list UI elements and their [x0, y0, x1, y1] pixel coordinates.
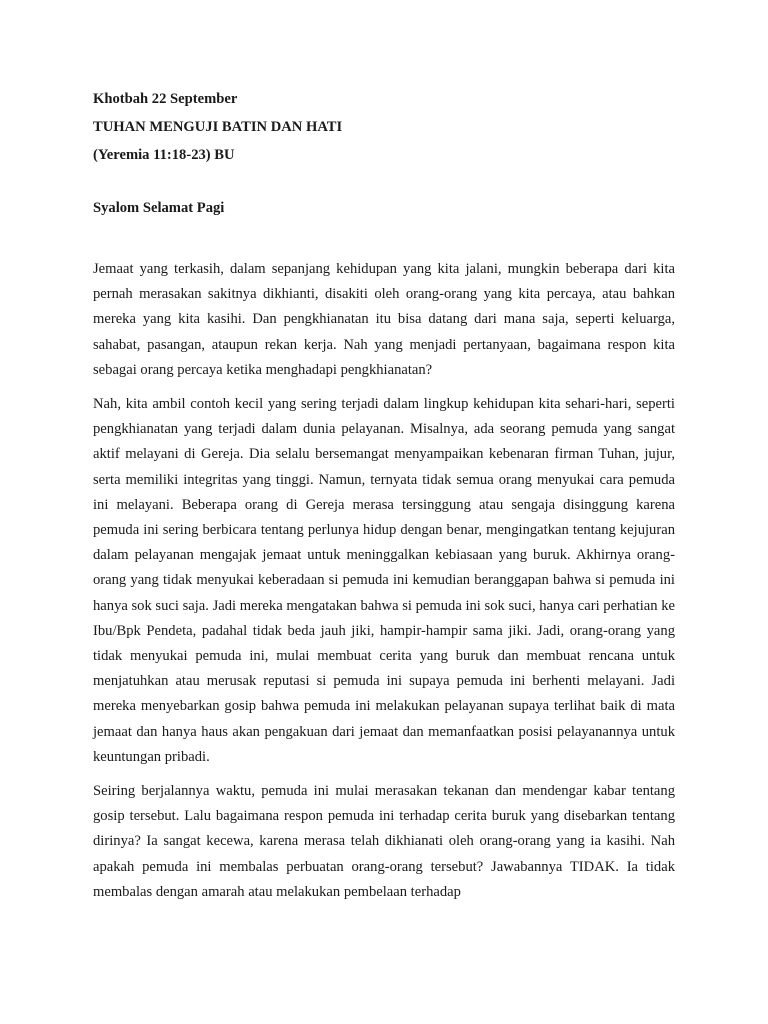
sermon-title: TUHAN MENGUJI BATIN DAN HATI [93, 119, 343, 135]
paragraph: Jemaat yang terkasih, dalam sepanjang kehidupan yang kita jalani, mungkin beberapa dari kita pernah merasakan sakitnya dikhianti, disakiti oleh orang-orang yang kita percaya, atau bahkan mereka yang kita kasihi. Dan pengkhianatan itu bisa datang dari mana saja, seperti keluarga, sahabat, pasangan, ataupun rekan kerja. Nah yang menjadi pertanyaan, bagaimana respon kita sebagai orang percaya ketika menghadapi pengkhianatan? [93, 261, 675, 378]
scripture-reference: (Yeremia 11:18-23) BU [93, 147, 235, 163]
document-page [93, 85, 675, 914]
sermon-body [93, 257, 675, 905]
sermon-date-title: Khotbah 22 September [93, 91, 238, 107]
paragraph: Seiring berjalannya waktu, pemuda ini mulai merasakan tekanan dan mendengar kabar tentang gosip tersebut. Lalu bagaimana respon pemuda ini terhadap cerita buruk yang disebarkan tentang dirinya? Ia sangat kecewa, karena merasa telah dikhianati oleh orang-orang yang ia kasihi. Nah apakah pemuda ini membalas perbuatan orang-orang tersebut? Jawabannya TIDAK. Ia tidak membalas dengan amarah atau melakukan pembelaan terhadap [93, 783, 675, 900]
paragraph: Nah, kita ambil contoh kecil yang sering terjadi dalam lingkup kehidupan kita sehari-hari, seperti pengkhianatan yang terjadi dalam dunia pelayanan. Misalnya, ada seorang pemuda yang sangat aktif melayani di Gereja. Dia selalu bersemangat menyampaikan kebenaran firman Tuhan, jujur, serta memiliki integritas yang tinggi. Namun, ternyata tidak semua orang menyukai cara pemuda ini melayani. Beberapa orang di Gereja merasa tersinggung atau sengaja disinggung karena pemuda ini sering berbicara tentang perlunya hidup dengan benar, mengingatkan tentang kejujuran dalam pelayanan mengajak jemaat untuk meninggalkan kebiasaan yang buruk. Akhirnya orang- orang yang tidak menyukai keberadaan si pemuda ini kemudian beranggapan bahwa si pemuda ini hanya sok suci saja. Jadi mereka mengatakan bahwa si pemuda ini sok suci, hanya cari perhatian ke Ibu/Bpk Pendeta, padahal tidak beda jauh jiki, hampir-hampir sama jiki. Jadi, orang-orang yang tidak menyukai pemuda ini, mulai membuat cerita yang buruk dan membuat rencana untuk menjatuhkan atau merusak reputasi si pemuda ini supaya pemuda ini berhenti melayani. Jadi mereka menyebarkan gosip bahwa pemuda ini melakukan pelayanan supaya terlihat baik di mata jemaat dan hanya haus akan pengakuan dari jemaat dan memanfaatkan posisi pelayanannya untuk keuntungan pribadi. [93, 396, 675, 765]
greeting: Syalom Selamat Pagi [93, 200, 225, 216]
